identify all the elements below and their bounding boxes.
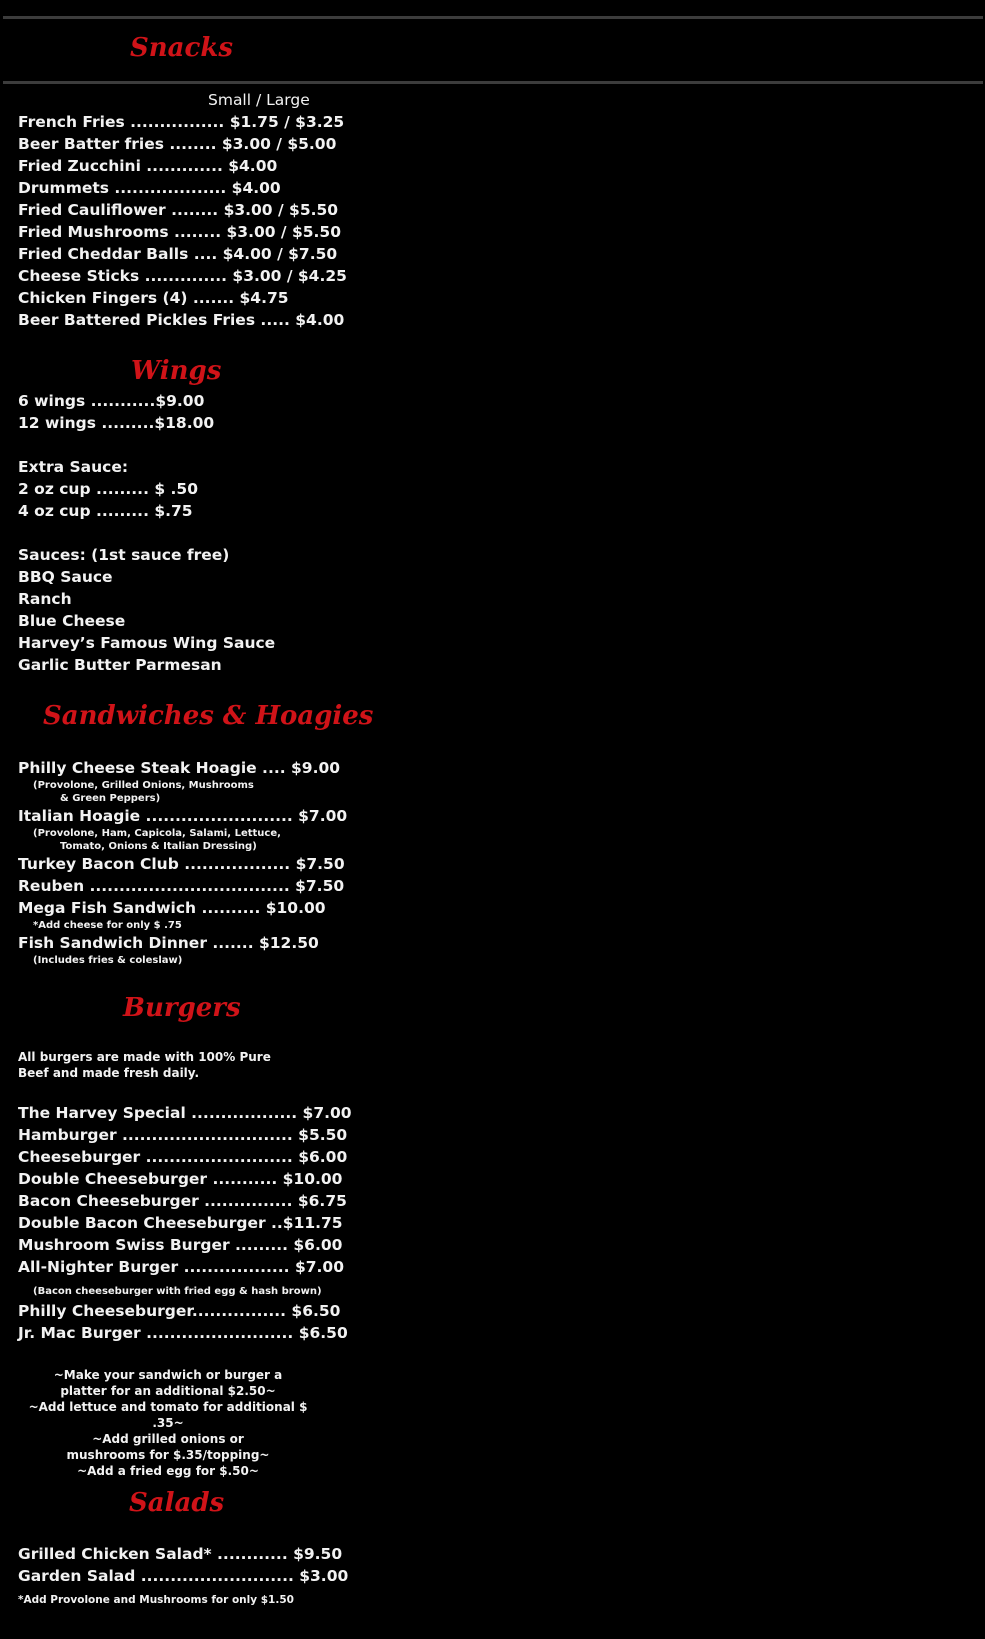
sauce-item: Blue Cheese [18,612,126,630]
snack-item: Fried Cheddar Balls .... $4.00 / $7.50 [18,245,338,263]
sandwich-note: *Add cheese for only $ .75 [33,920,182,931]
snacks-divider [3,81,983,84]
extra-sauce-label: Extra Sauce: [18,458,129,476]
sandwich-item: Mega Fish Sandwich .......... $10.00 [18,899,326,917]
sandwich-item: Fish Sandwich Dinner ....... $12.50 [18,934,319,952]
burgers-intro: All burgers are made with 100% Pure Beef and made fresh daily. [18,1050,271,1080]
snack-item: Fried Cauliflower ........ $3.00 / $5.50 [18,201,339,219]
burger-item: Philly Cheeseburger................ $6.50 [18,1302,341,1320]
burger-item: The Harvey Special .................. $7.00 [18,1104,352,1122]
burger-note: (Bacon cheeseburger with fried egg & hash brown) [33,1286,322,1297]
sandwich-note: Tomato, Onions & Italian Dressing) [60,841,257,852]
snack-item: Cheese Sticks .............. $3.00 / $4.25 [18,267,347,285]
addon-line: ~Make your sandwich or burger a platter for an additional $2.50~ [53,1368,283,1398]
burger-item: Hamburger ............................. $5.50 [18,1126,348,1144]
burger-item: Cheeseburger ......................... $6.00 [18,1148,348,1166]
snack-item: Beer Batter fries ........ $3.00 / $5.00 [18,135,337,153]
sandwich-item: Philly Cheese Steak Hoagie .... $9.00 [18,759,341,777]
burger-item: Bacon Cheeseburger ............... $6.75 [18,1192,347,1210]
burger-item: Double Cheeseburger ........... $10.00 [18,1170,343,1188]
sandwich-note: (Provolone, Grilled Onions, Mushrooms [33,780,254,791]
sauce-item: Harvey’s Famous Wing Sauce [18,634,276,652]
sandwich-item: Italian Hoagie ......................... $7.00 [18,807,348,825]
sandwich-note: (Includes fries & coleslaw) [33,955,183,966]
sauce-item: BBQ Sauce [18,568,113,586]
sandwich-note: (Provolone, Ham, Capicola, Salami, Lettuce, [33,828,281,839]
sandwich-item: Reuben .................................. $7.50 [18,877,345,895]
salad-item: Grilled Chicken Salad* ............ $9.50 [18,1545,343,1563]
extra-sauce-item: 4 oz cup ......... $.75 [18,502,193,520]
wings-item: 6 wings ...........$9.00 [18,392,205,410]
salads-heading: Salads [129,1488,225,1518]
sauce-item: Garlic Butter Parmesan [18,656,222,674]
burgers-heading: Burgers [123,993,241,1023]
snack-item: Drummets ................... $4.00 [18,179,281,197]
salad-item: Garden Salad .......................... $3.00 [18,1567,349,1585]
snack-item: Fried Mushrooms ........ $3.00 / $5.50 [18,223,342,241]
sandwich-note: & Green Peppers) [60,793,161,804]
top-divider [3,16,983,19]
burger-item: All-Nighter Burger .................. $7.00 [18,1258,344,1276]
addons-block [18,1367,318,1479]
addon-line: ~Add lettuce and tomato for additional $ .35~ [28,1400,308,1430]
snacks-heading: Snacks [130,33,234,63]
snack-item: Fried Zucchini ............. $4.00 [18,157,278,175]
burger-item: Double Bacon Cheeseburger ..$11.75 [18,1214,343,1232]
burger-item: Jr. Mac Burger ......................... $6.50 [18,1324,348,1342]
snack-item: Chicken Fingers (4) ....... $4.75 [18,289,289,307]
addon-line: ~Add a fried egg for $.50~ [77,1464,259,1478]
sandwich-item: Turkey Bacon Club .................. $7.50 [18,855,345,873]
wings-item: 12 wings .........$18.00 [18,414,215,432]
extra-sauce-item: 2 oz cup ......... $ .50 [18,480,198,498]
snack-item: French Fries ................ $1.75 / $3.25 [18,113,345,131]
size-header: Small / Large [208,91,310,109]
sauces-label: Sauces: (1st sauce free) [18,546,230,564]
addon-line: ~Add grilled onions or mushrooms for $.35/topping~ [66,1432,270,1462]
snack-item: Beer Battered Pickles Fries ..... $4.00 [18,311,345,329]
burger-item: Mushroom Swiss Burger ......... $6.00 [18,1236,343,1254]
salad-note: *Add Provolone and Mushrooms for only $1.50 [18,1594,294,1606]
sauce-item: Ranch [18,590,72,608]
sandwiches-heading: Sandwiches & Hoagies [43,701,374,731]
wings-heading: Wings [131,356,222,386]
